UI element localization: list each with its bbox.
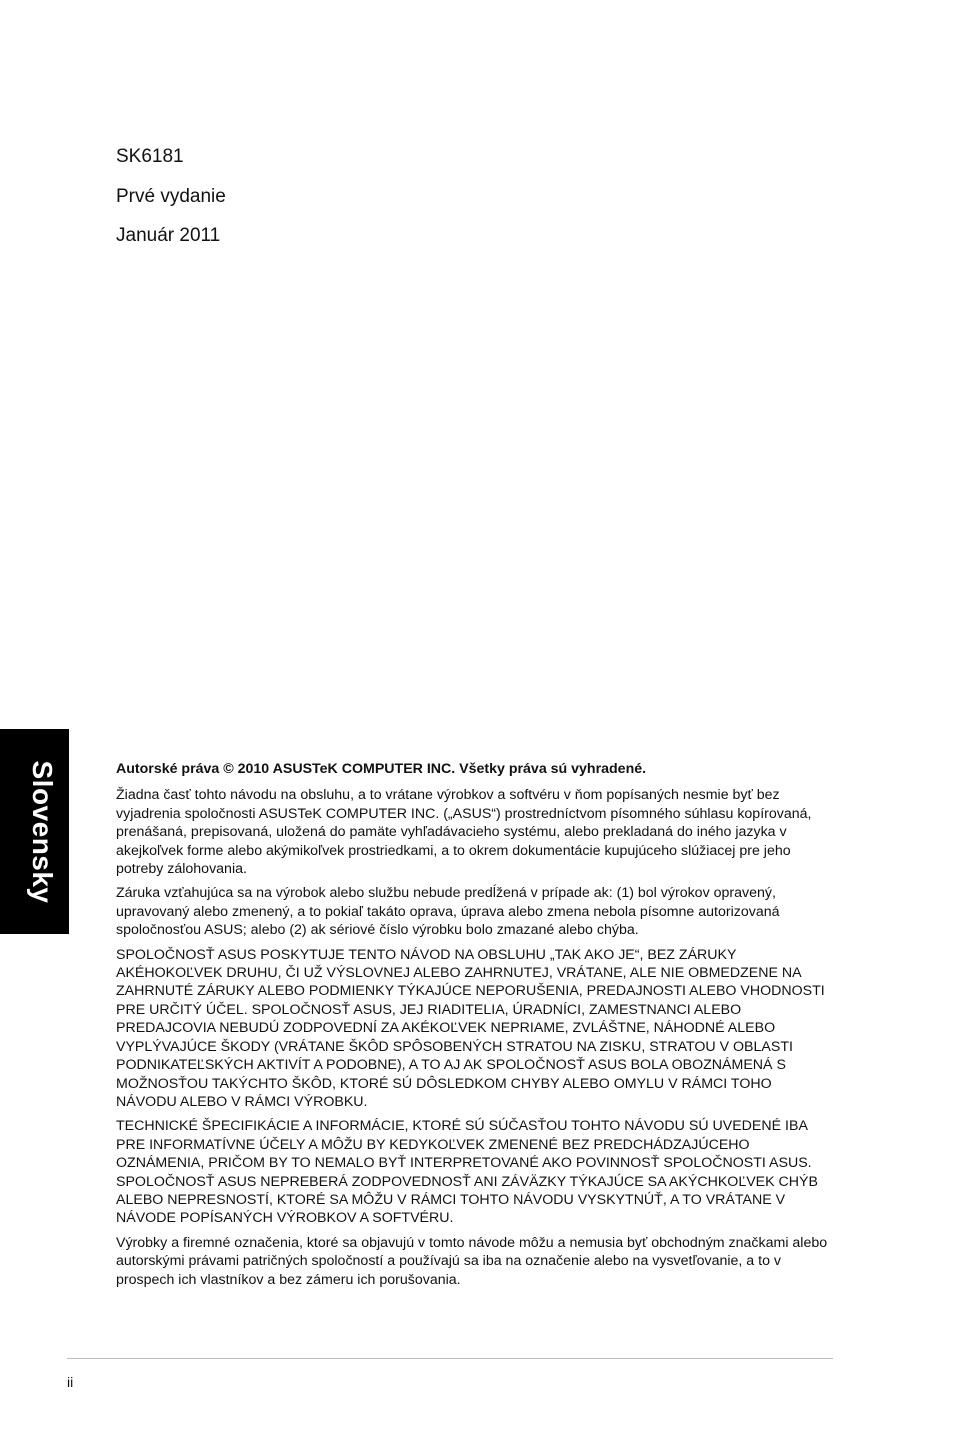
copyright-heading: Autorské práva © 2010 ASUSTeK COMPUTER INC. Všetky práva sú vyhradené. [116,761,647,777]
edition-label: Prvé vydanie [116,186,226,207]
legal-paragraph-trademarks: Výrobky a firemné označenia, ktoré sa objavujú v tomto návode môžu a nemusia byť obchodným značkami alebo autorskými právami patričných spoločností a používajú sa iba na označenie alebo na vysvetľovanie, a to v prospech ich vlastníkov a bez zámeru ich porušovania. [116,1234,828,1288]
legal-paragraph-warranty: Záruka vzťahujúca sa na výrobok alebo službu nebude predĺžená v prípade ak: (1) bol výrokov opravený, upravovaný alebo zmenený, a to pokiaľ takáto oprava, úprava alebo zmena nebola písomne autorizovaná spoločnosťou ASUS; alebo (2) ak sériové číslo výrobku bolo zmazané alebo chýba. [116,885,780,939]
language-side-tab-label: Slovensky [27,760,58,904]
page-number: ii [67,1374,74,1390]
publication-date: Január 2011 [116,225,221,246]
legal-paragraph-specifications: TECHNICKÉ ŠPECIFIKÁCIE A INFORMÁCIE, KTORÉ SÚ SÚČASŤOU TOHTO NÁVODU SÚ UVEDENÉ IBA PRE INFORMATÍVNE ÚČELY A MÔŽU BY KEDYKOĽVEK ZMENENÉ BEZ PREDCHÁDZAJÚCEHO OZNÁMENIA, PRIČOM BY TO NEMALO BYŤ INTERPRETOVANÉ AKO POVINNOSŤ SPOLOČNOSTI ASUS. SPOLOČNOSŤ ASUS NEPREBERÁ ZODPOVEDNOSŤ ANI ZÁVÄZKY TÝKAJÚCE SA AKÝCHKOĽVEK CHÝB ALEBO NEPRESNOSTÍ, KTORÉ SA MÔŽU V RÁMCI TOHTO NÁVODU VYSKYTNÚŤ, A TO VRÁTANE V NÁVODE POPÍSANÝCH VÝROBKOV A SOFTVÉRU. [116,1118,818,1227]
footer-divider [67,1358,833,1359]
copyright-notice [116,760,832,1295]
legal-paragraph-reproduction: Žiadna časť tohto návodu na obsluhu, a to vrátane výrobkov a softvéru v ňom popísaných nesmie byť bez vyjadrenia spoločnosti ASUSTeK COMPUTER INC. („ASUS“) prostredníctvom písomného súhlasu kopírovaná, prenášaná, prepisovaná, uložená do pamäte vyhľadávacieho systému, alebo prekladaná do iného jazyka v akejkoľvek forme alebo akýmikoľvek prostriedkami, a to okrem dokumentácie kupujúceho slúžiacej pre jeho potreby zálohovania. [116,787,812,878]
legal-paragraph-disclaimer: SPOLOČNOSŤ ASUS POSKYTUJE TENTO NÁVOD NA OBSLUHU „TAK AKO JE“, BEZ ZÁRUKY AKÉHOKOĽVEK DRUHU, ČI UŽ VÝSLOVNEJ ALEBO ZAHRNUTEJ, VRÁTANE, ALE NIE OBMEDZENE NA ZAHRNUTÉ ZÁRUKY ALEBO PODMIENKY TÝKAJÚCE NEPORUŠENIA, PREDAJNOSTI ALEBO VHODNOSTI PRE URČITÝ ÚČEL. SPOLOČNOSŤ ASUS, JEJ RIADITELIA, ÚRADNÍCI, ZAMESTNANCI ALEBO PREDAJCOVIA NEBUDÚ ZODPOVEDNÍ ZA AKÉKOĽVEK NEPRIAME, ZVLÁŠTNE, NÁHODNÉ ALEBO VYPLÝVAJÚCE ŠKODY (VRÁTANE ŠKÔD SPÔSOBENÝCH STRATOU NA ZISKU, STRATOU V OBLASTI PODNIKATEĽSKÝCH AKTIVÍT A PODOBNE), A TO AJ AK SPOLOČNOSŤ ASUS BOLA OBOZNÁMENÁ S MOŽNOSŤOU TAKÝCHTO ŠKÔD, KTORÉ SÚ DÔSLEDKOM CHYBY ALEBO OMYLU V RÁMCI TOHO NÁVODU ALEBO V RÁMCI VÝROBKU. [116,946,825,1110]
model-code: SK6181 [116,146,184,167]
